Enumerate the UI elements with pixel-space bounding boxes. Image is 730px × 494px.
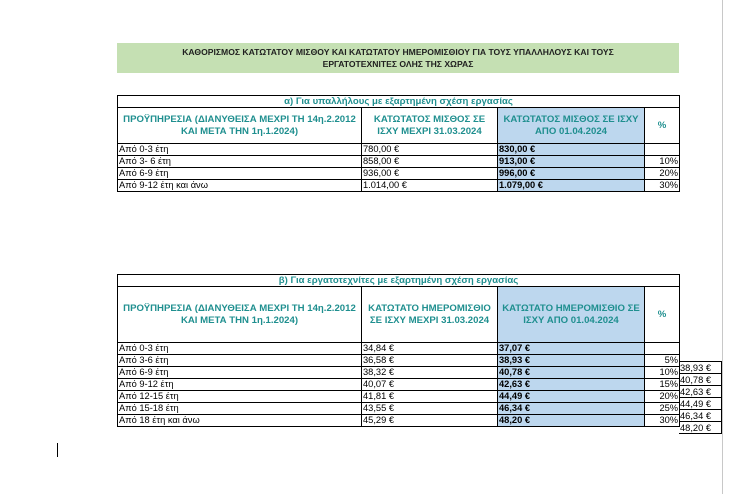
- title-line-1: ΚΑΘΟΡΙΣΜΟΣ ΚΑΤΩΤΑΤΟΥ ΜΙΣΘΟΥ ΚΑΙ ΚΑΤΩΤΑΤΟΥ ΗΜΕΡΟΜΙΣΘΙΟΥ ΓΙΑ ΤΟΥΣ ΥΠΑΛΛΗΛΟΥΣ ΚΑΙ ΤΟΥΣ: [182, 47, 614, 57]
- table-row: [118, 403, 680, 415]
- overflow-value: 48,20 €: [679, 422, 722, 434]
- table-row: [118, 168, 680, 180]
- cell-new-value: 40,78 €: [498, 367, 645, 379]
- header-percent: %: [645, 287, 680, 343]
- table-row: [118, 355, 680, 367]
- header-percent: %: [645, 108, 680, 144]
- cell-experience: Από 0-3 έτη: [118, 144, 362, 156]
- cell-experience: Από 3-6 έτη: [118, 355, 362, 367]
- text-cursor: [57, 443, 58, 457]
- workers-daily-wage-table: [117, 274, 680, 427]
- cell-old-value: 36,58 €: [362, 355, 498, 367]
- title-line-2: ΕΡΓΑΤΟΤΕΧΝΙΤΕΣ ΟΛΗΣ ΤΗΣ ΧΩΡΑΣ: [322, 59, 474, 69]
- cell-new-value: 48,20 €: [498, 415, 645, 427]
- cell-percent: [645, 343, 680, 355]
- cell-experience: Από 6-9 έτη: [118, 168, 362, 180]
- cell-experience: Από 3- 6 έτη: [118, 156, 362, 168]
- cell-experience: Από 12-15 έτη: [118, 391, 362, 403]
- table-row: [118, 379, 680, 391]
- cell-percent: [645, 144, 680, 156]
- table-row: [118, 415, 680, 427]
- overflow-value: 44,49 €: [679, 398, 722, 410]
- cell-experience: Από 0-3 έτη: [118, 343, 362, 355]
- cell-percent: 10%: [645, 367, 680, 379]
- table-row: [118, 144, 680, 156]
- cell-experience: Από 9-12 έτη: [118, 379, 362, 391]
- cell-old-value: 41,81 €: [362, 391, 498, 403]
- header-experience: ΠΡΟΫΠΗΡΕΣΙΑ (ΔΙΑΝΥΘΕΙΣΑ ΜΕΧΡΙ ΤΗ 14η.2.2012 ΚΑΙ ΜΕΤΑ ΤΗΝ 1η.1.2024): [118, 108, 362, 144]
- header-old-salary: ΚΑΤΩΤΑΤΟΣ ΜΙΣΘΟΣ ΣΕ ΙΣΧΥ ΜΕΧΡΙ 31.03.2024: [362, 108, 498, 144]
- cell-percent: 15%: [645, 379, 680, 391]
- cell-old-value: 858,00 €: [362, 156, 498, 168]
- table-row: [118, 156, 680, 168]
- cell-percent: 25%: [645, 403, 680, 415]
- overflow-value: 38,93 €: [679, 361, 722, 374]
- cell-percent: 30%: [645, 415, 680, 427]
- cell-new-value: 913,00 €: [498, 156, 645, 168]
- table-row: [118, 391, 680, 403]
- cell-percent: 5%: [645, 355, 680, 367]
- overflow-value: 40,78 €: [679, 374, 722, 386]
- cell-experience: Από 6-9 έτη: [118, 367, 362, 379]
- cell-new-value: 37,07 €: [498, 343, 645, 355]
- cell-old-value: 43,55 €: [362, 403, 498, 415]
- table-caption: α) Για υπαλλήλους με εξαρτημένη σχέση εργασίας: [118, 96, 680, 108]
- cell-old-value: 38,32 €: [362, 367, 498, 379]
- overflow-values-column: [679, 361, 722, 434]
- overflow-value: 46,34 €: [679, 410, 722, 422]
- cell-old-value: 1.014,00 €: [362, 180, 498, 192]
- cell-experience: Από 9-12 έτη και άνω: [118, 180, 362, 192]
- cell-old-value: 780,00 €: [362, 144, 498, 156]
- overflow-value: 42,63 €: [679, 386, 722, 398]
- header-old-wage: ΚΑΤΩΤΑΤΟ ΗΜΕΡΟΜΙΣΘΙΟ ΣΕ ΙΣΧΥ ΜΕΧΡΙ 31.03.2024: [362, 287, 498, 343]
- table-row: [118, 180, 680, 192]
- cell-old-value: 936,00 €: [362, 168, 498, 180]
- header-experience: ΠΡΟΫΠΗΡΕΣΙΑ (ΔΙΑΝΥΘΕΙΣΑ ΜΕΧΡΙ ΤΗ 14η.2.2012 ΚΑΙ ΜΕΤΑ ΤΗΝ 1η.1.2024): [118, 287, 362, 343]
- cell-new-value: 996,00 €: [498, 168, 645, 180]
- table-caption: β) Για εργατοτεχνίτες με εξαρτημένη σχέση εργασίας: [118, 275, 680, 287]
- employees-salary-table: [117, 95, 680, 192]
- cell-new-value: 1.079,00 €: [498, 180, 645, 192]
- header-new-wage: ΚΑΤΩΤΑΤΟ ΗΜΕΡΟΜΙΣΘΙΟ ΣΕ ΙΣΧΥ ΑΠΟ 01.04.2024: [498, 287, 645, 343]
- page-edge: [722, 0, 723, 494]
- cell-old-value: 40,07 €: [362, 379, 498, 391]
- cell-new-value: 44,49 €: [498, 391, 645, 403]
- cell-old-value: 34,84 €: [362, 343, 498, 355]
- header-new-salary: ΚΑΤΩΤΑΤΟΣ ΜΙΣΘΟΣ ΣΕ ΙΣΧΥ ΑΠΟ 01.04.2024: [498, 108, 645, 144]
- table-row: [118, 343, 680, 355]
- cell-percent: 30%: [645, 180, 680, 192]
- cell-percent: 20%: [645, 391, 680, 403]
- cell-experience: Από 18 έτη και άνω: [118, 415, 362, 427]
- cell-experience: Από 15-18 έτη: [118, 403, 362, 415]
- cell-old-value: 45,29 €: [362, 415, 498, 427]
- cell-percent: 10%: [645, 156, 680, 168]
- document-title: [117, 43, 679, 73]
- cell-new-value: 42,63 €: [498, 379, 645, 391]
- cell-new-value: 38,93 €: [498, 355, 645, 367]
- cell-percent: 20%: [645, 168, 680, 180]
- table-row: [118, 367, 680, 379]
- cell-new-value: 830,00 €: [498, 144, 645, 156]
- cell-new-value: 46,34 €: [498, 403, 645, 415]
